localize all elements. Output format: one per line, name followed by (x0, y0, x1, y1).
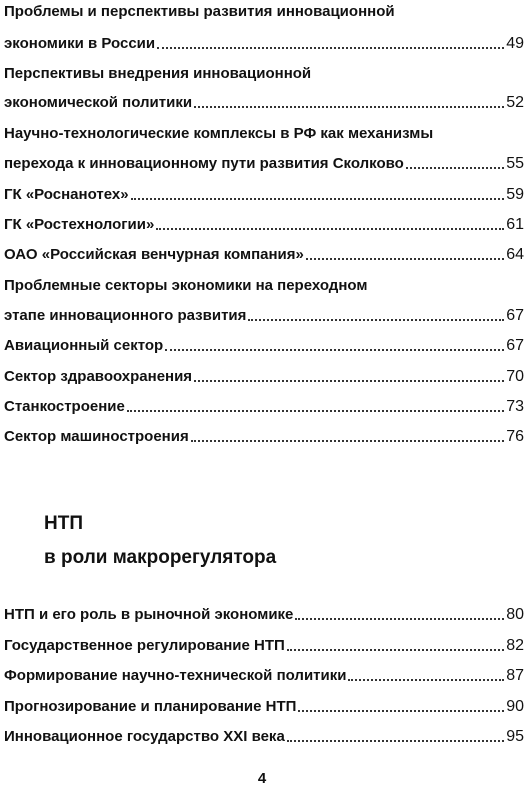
toc-entry (4, 93, 524, 113)
toc-page-number: 61 (506, 216, 524, 233)
section-subtitle: в роли макрорегулятора (44, 547, 277, 568)
leader-dots (156, 216, 504, 230)
toc-entry-text: Прогнозирование и планирование НТП (4, 698, 297, 715)
toc-entry (4, 367, 524, 387)
toc-entry (4, 605, 524, 625)
toc-page-number: 55 (506, 155, 524, 172)
toc-entry-text: ОАО «Российская венчурная компания» (4, 246, 304, 263)
toc-entry-line1: Проблемные секторы экономики на переходном (4, 277, 368, 294)
toc-page-number: 95 (506, 728, 524, 745)
leader-dots (191, 428, 505, 442)
leader-dots (306, 246, 504, 260)
toc-entry-text: экономики в России (4, 35, 156, 52)
toc-page-number: 80 (506, 606, 524, 623)
section-title: НТП (44, 513, 83, 534)
leader-dots (406, 155, 504, 169)
toc-page-number: 67 (506, 307, 524, 324)
toc-entry-text: Авиационный сектор (4, 337, 164, 354)
leader-dots (287, 637, 504, 651)
toc-entry (4, 245, 524, 265)
toc-entry (4, 154, 524, 174)
toc-entry (4, 727, 524, 747)
toc-entry-text: этапе инновационного развития (4, 307, 247, 324)
toc-entry (4, 306, 524, 326)
toc-entry (4, 666, 524, 686)
toc-entry (4, 215, 524, 235)
toc-entry (4, 185, 524, 205)
leader-dots (127, 398, 504, 412)
toc-entry (4, 427, 524, 447)
toc-entry-text: Станкостроение (4, 398, 125, 415)
toc-page-number: 67 (506, 337, 524, 354)
toc-entry-line1: Проблемы и перспективы развития инновационной (4, 3, 395, 20)
toc-entry (4, 336, 524, 356)
leader-dots (157, 35, 504, 49)
toc-page-number: 59 (506, 186, 524, 203)
toc-page-number: 73 (506, 398, 524, 415)
toc-entry-text: Государственное регулирование НТП (4, 637, 285, 654)
toc-entry-text: ГК «Ростехнологии» (4, 216, 155, 233)
leader-dots (298, 698, 504, 712)
toc-page-number: 90 (506, 698, 524, 715)
toc-entry-text: НТП и его роль в рыночной экономике (4, 606, 294, 623)
toc-page-number: 87 (506, 667, 524, 684)
toc-page-number: 70 (506, 368, 524, 385)
toc-entry-text: ГК «Роснанотех» (4, 186, 129, 203)
leader-dots (194, 368, 504, 382)
toc-page-number: 49 (506, 35, 524, 52)
toc-entry-text: Инновационное государство XXI века (4, 728, 285, 745)
toc-entry-text: Сектор здравоохранения (4, 368, 193, 385)
leader-dots (348, 667, 504, 681)
toc-entry-line1: Научно-технологические комплексы в РФ как механизмы (4, 125, 434, 142)
toc-page-number: 52 (506, 94, 524, 111)
toc-page-number: 82 (506, 637, 524, 654)
leader-dots (165, 337, 504, 351)
leader-dots (287, 728, 504, 742)
leader-dots (248, 307, 504, 321)
toc-entry-text: Сектор машиностроения (4, 428, 189, 445)
leader-dots (131, 186, 505, 200)
toc-entry (4, 397, 524, 417)
leader-dots (194, 94, 504, 108)
toc-entry (4, 636, 524, 656)
toc-entry (4, 697, 524, 717)
toc-entry-line1: Перспективы внедрения инновационной (4, 65, 312, 82)
toc-page-number: 64 (506, 246, 524, 263)
toc-entry-text: экономической политики (4, 94, 193, 111)
page-number: 4 (257, 770, 267, 787)
toc-entry-text: перехода к инновационному пути развития Сколково (4, 155, 404, 172)
toc-entry (4, 34, 524, 54)
toc-entry-text: Формирование научно-технической политики (4, 667, 347, 684)
leader-dots (295, 606, 504, 620)
toc-page-number: 76 (506, 428, 524, 445)
